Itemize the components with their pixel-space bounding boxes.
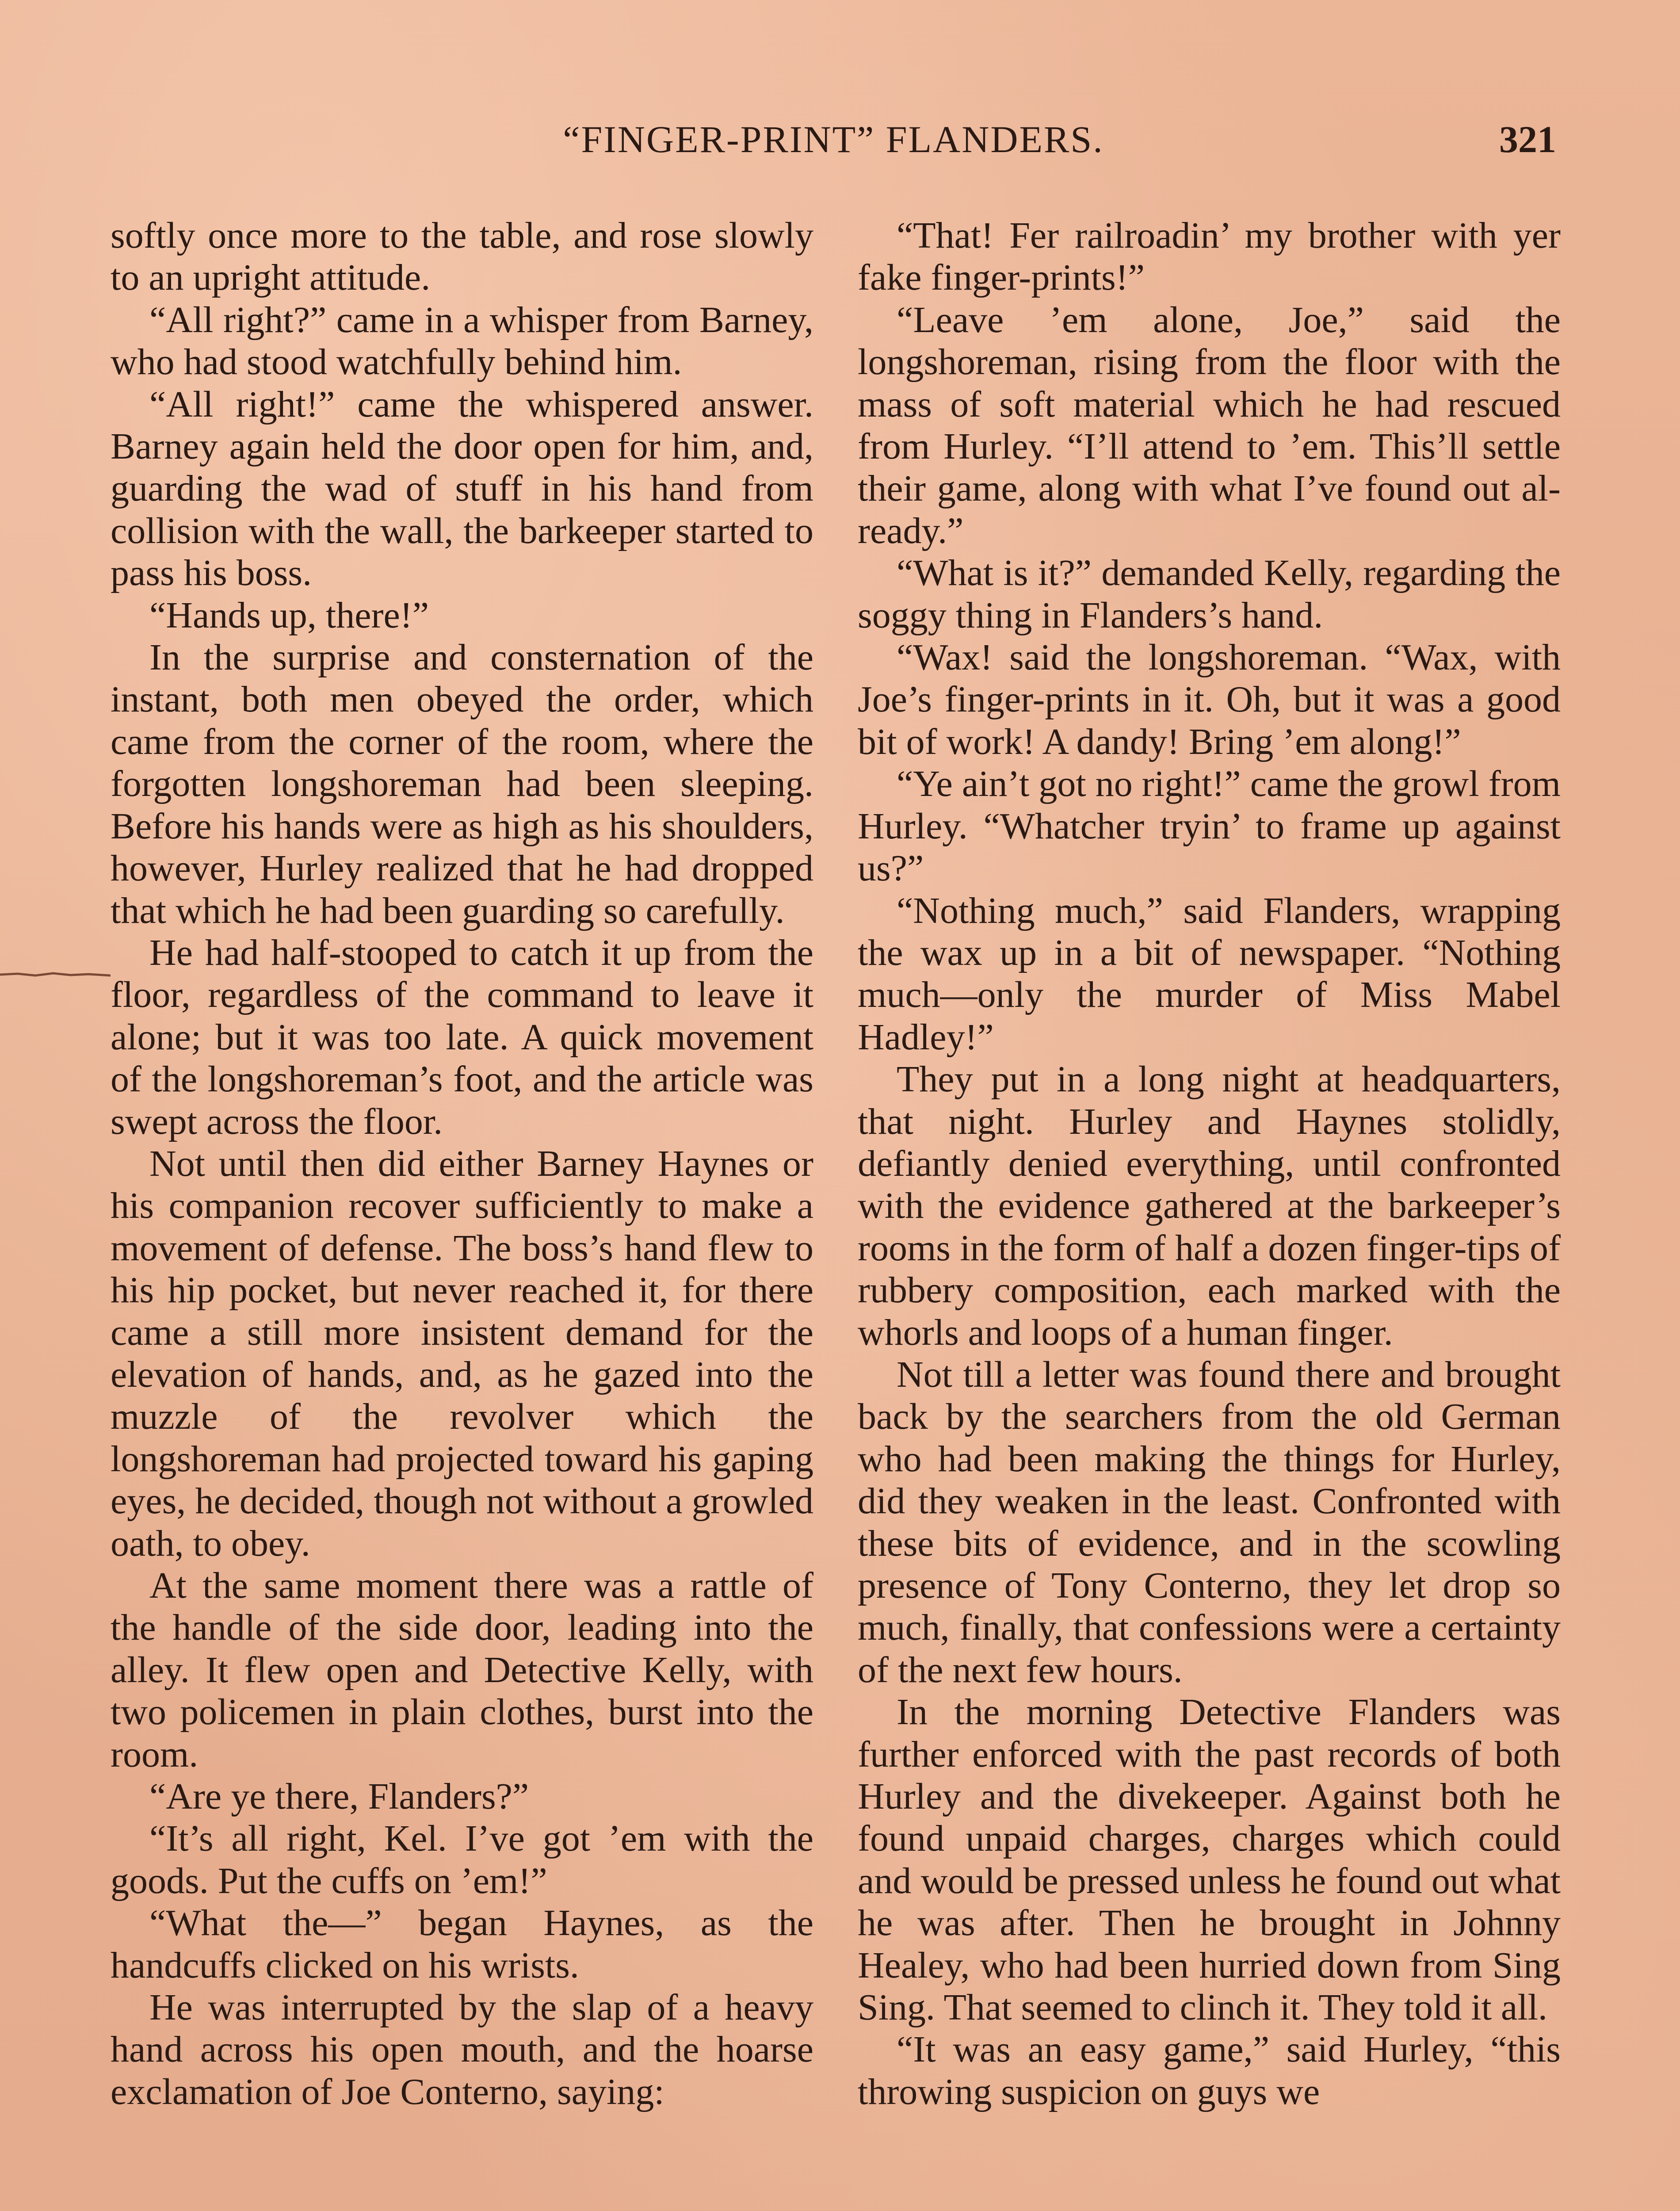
paragraph: “Wax! said the longshoreman. “Wax, with Joe’s finger-prints in it. Oh, but it was a good bit of work! A dandy! Bring ’em along!” [858, 637, 1561, 762]
paragraph: “It’s all right, Kel. I’ve got ’em with the goods. Put the cuffs on ’em!” [111, 1818, 813, 1901]
paragraph: He was interrupted by the slap of a heavy hand across his open mouth, and the hoarse exclamation of Joe Conterno, saying: [111, 1987, 813, 2112]
page-header [111, 113, 1556, 166]
running-head: “FINGER-PRINT” FLANDERS. [563, 118, 1104, 161]
paragraph: “All right!” came the whispered answer. Barney again held the door open for him, and, guarding the wad of stuff in his hand from collision with the wall, the barkeeper started to pass his boss. [111, 383, 813, 594]
paragraph: At the same moment there was a rattle of the handle of the side door, leading into the alley. It flew open and Detective Kelly, with two policemen in plain clothes, burst into the room. [111, 1565, 813, 1775]
paragraph: “What is it?” demanded Kelly, regarding the soggy thing in Flanders’s hand. [858, 552, 1561, 636]
paragraph: Not till a letter was found there and brought back by the searchers from the old German who had been making the things for Hurley, did they weaken in the least. Confronted with these bits of evidence, and in the scowling presence of Tony Conterno, they let drop so much, finally, that confessions were a certainty of the next few hours. [858, 1354, 1561, 1691]
paragraph: “Nothing much,” said Flanders, wrapping the wax up in a bit of newspaper. “Nothing much—only the murder of Miss Mabel Hadley!” [858, 890, 1561, 1058]
paragraph: “Ye ain’t got no right!” came the growl from Hurley. “Whatcher tryin’ to frame up against us?” [858, 763, 1561, 889]
paragraph: “Hands up, there!” [149, 594, 429, 636]
paragraph: “Are ye there, Flanders?” [149, 1776, 529, 1817]
paragraph: “What the—” began Haynes, as the handcuffs clicked on his wrists. [111, 1902, 813, 1986]
paragraph: softly once more to the table, and rose slowly to an upright attitude. [111, 215, 813, 298]
paragraph: “All right?” came in a whisper from Barney, who had stood watchfully behind him. [111, 299, 813, 383]
page-number: 321 [1499, 118, 1556, 161]
left-column [111, 214, 813, 2113]
paragraph: “Leave ’em alone, Joe,” said the longshoreman, rising from the floor with the mass of soft material which he had rescued from Hurley. “I’ll attend to ’em. This’ll settle their game, along with what I’ve found out already.” [858, 299, 1561, 551]
paragraph: He had half-stooped to catch it up from the floor, regardless of the command to leave it alone; but it was too late. A quick movement of the longshoreman’s foot, and the article was swept across the floor. [111, 932, 813, 1142]
paragraph: Not until then did either Barney Haynes or his companion recover sufficiently to make a movement of defense. The boss’s hand flew to his hip pocket, but never reached it, for there came a still more insistent demand for the elevation of hands, and, as he gazed into the muzzle of the revolver which the longshoreman had projected toward his gaping eyes, he decided, though not without a growled oath, to obey. [111, 1143, 813, 1564]
right-column [858, 214, 1561, 2113]
paragraph: “That! Fer railroadin’ my brother with yer fake finger-prints!” [858, 215, 1561, 298]
paragraph: “It was an easy game,” said Hurley, “this throwing suspicion on guys we [858, 2029, 1561, 2112]
paragraph: In the morning Detective Flanders was further enforced with the past records of both Hurley and the divekeeper. Against both he found unpaid charges, charges which could and would be pressed unless he found out what he was after. Then he brought in Johnny Healey, who had been hurried down from Sing Sing. That seemed to clinch it. They told it all. [858, 1691, 1561, 2028]
paragraph: They put in a long night at headquarters, that night. Hurley and Haynes stolidly, defiantly denied everything, until confronted with the evidence gathered at the barkeeper’s rooms in the form of half a dozen finger-tips of rubbery composition, each marked with the whorls and loops of a human finger. [858, 1059, 1561, 1353]
paragraph: In the surprise and consternation of the instant, both men obeyed the order, which came from the corner of the room, where the forgotten longshoreman had been sleeping. Before his hands were as high as his shoulders, however, Hurley realized that he had dropped that which he had been guarding so carefully. [111, 637, 813, 931]
page-tear-mark [0, 968, 111, 982]
